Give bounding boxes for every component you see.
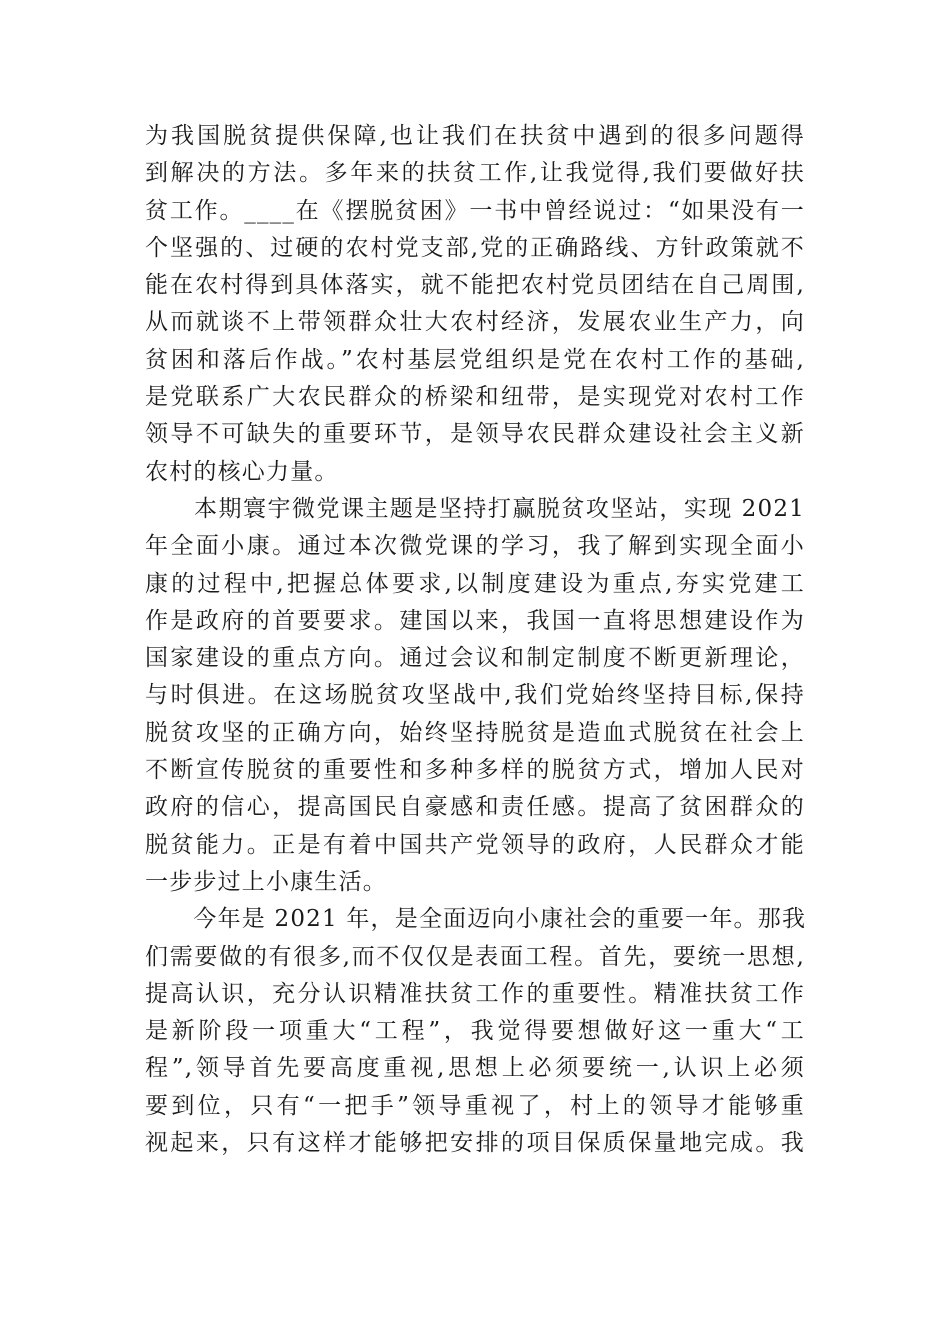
document-page	[145, 118, 805, 1162]
text-line: 脱贫能力。正是有着中国共产党领导的政府，人民群众才能	[145, 831, 805, 858]
text-line: 国家建设的重点方向。通过会议和制定制度不断更新理论，	[145, 645, 805, 672]
text-line: 一步步过上小康生活。	[145, 868, 387, 895]
text-line: 脱贫攻坚的正确方向，始终坚持脱贫是造血式脱贫在社会上	[145, 719, 805, 746]
text-line: 是新阶段一项重大“工程”，我觉得要想做好这一重大“工	[145, 1018, 805, 1045]
paragraph-2	[145, 491, 805, 901]
paragraph-3	[145, 901, 805, 1162]
text-line: 今年是 2021 年，是全面迈向小康社会的重要一年。那我	[145, 906, 807, 933]
text-line: 视起来，只有这样才能够把安排的项目保质保量地完成。我	[145, 1130, 805, 1157]
text-line: 贫工作。____在《摆脱贫困》一书中曾经说过：“如果没有一	[145, 197, 805, 224]
text-line: 与时俱进。在这场脱贫攻坚战中,我们党始终坚持目标,保持	[145, 682, 805, 709]
text-line: 康的过程中,把握总体要求,以制度建设为重点,夯实党建工	[145, 570, 805, 597]
text-line: 们需要做的有很多,而不仅仅是表面工程。首先，要统一思想,	[145, 943, 805, 970]
text-line: 个坚强的、过硬的农村党支部,党的正确路线、方针政策就不	[145, 234, 805, 261]
text-line: 政府的信心，提高国民自豪感和责任感。提高了贫困群众的	[145, 794, 805, 821]
text-line: 年全面小康。通过本次微党课的学习，我了解到实现全面小	[145, 533, 805, 560]
text-line: 能在农村得到具体落实，就不能把农村党员团结在自己周围,	[145, 272, 805, 299]
text-line: 领导不可缺失的重要环节，是领导农民群众建设社会主义新	[145, 421, 805, 448]
text-line: 作是政府的首要要求。建国以来，我国一直将思想建设作为	[145, 607, 805, 634]
text-line: 农村的核心力量。	[145, 458, 339, 485]
text-line: 程”,领导首先要高度重视,思想上必须要统一,认识上必须	[145, 1055, 805, 1082]
text-line: 贫困和落后作战。”农村基层党组织是党在农村工作的基础,	[145, 346, 805, 373]
paragraph-1	[145, 118, 805, 491]
text-line: 提高认识，充分认识精准扶贫工作的重要性。精准扶贫工作	[145, 980, 805, 1007]
text-line: 本期寰宇微党课主题是坚持打赢脱贫攻坚站，实现 2021	[145, 495, 805, 522]
text-line: 到解决的方法。多年来的扶贫工作,让我觉得,我们要做好扶	[145, 160, 805, 187]
text-line: 从而就谈不上带领群众壮大农村经济，发展农业生产力，向	[145, 309, 805, 336]
text-line: 不断宣传脱贫的重要性和多种多样的脱贫方式，增加人民对	[145, 757, 805, 784]
text-line: 是党联系广大农民群众的桥梁和纽带，是实现党对农村工作	[145, 384, 805, 411]
text-line: 为我国脱贫提供保障,也让我们在扶贫中遇到的很多问题得	[145, 123, 805, 149]
text-line: 要到位，只有“一把手”领导重视了，村上的领导才能够重	[145, 1092, 805, 1119]
